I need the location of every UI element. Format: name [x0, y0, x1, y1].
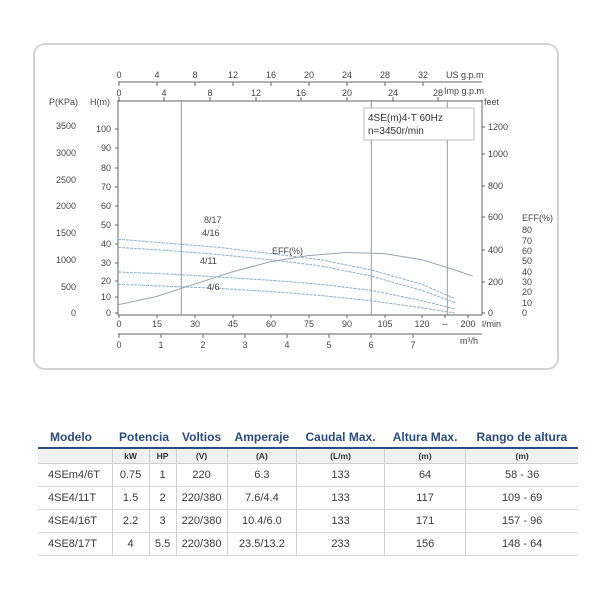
cell-flow: 133 [297, 510, 385, 533]
unit-m-max: (m) [384, 448, 465, 464]
unit-modelo [38, 448, 112, 464]
curve-4-11 [118, 272, 455, 309]
cell-volts: 220/380 [176, 510, 227, 533]
feet-tick-label: 200 [488, 277, 504, 287]
lpm-tick-label: 90 [341, 319, 353, 329]
table-row [38, 487, 578, 510]
table-row [38, 464, 578, 487]
unit-a: (A) [227, 448, 297, 464]
cell-kw: 0.75 [112, 464, 149, 487]
eff-tick-label: 70 [522, 236, 533, 246]
lpm-tick-label: 200 [460, 319, 476, 329]
us-gpm-tick-label: 12 [227, 70, 239, 80]
us-gpm-axis-label: US g.p.m [446, 70, 484, 80]
feet-tick-label: 400 [488, 245, 504, 255]
head-m-tick-label: 10 [100, 292, 111, 302]
eff-axis-label: EFF(%) [522, 213, 553, 223]
lpm-tick-label: 105 [377, 319, 393, 329]
cell-amps: 6.3 [227, 464, 297, 487]
m3h-tick-label: 0 [116, 340, 122, 350]
feet-tick-label: 800 [488, 181, 504, 191]
pressure-tick-label: 2500 [55, 175, 76, 185]
feet-tick-label: 600 [488, 212, 504, 222]
cell-hp: 2 [149, 487, 176, 510]
lpm-tick-label: -- [442, 319, 448, 329]
us-gpm-tick-label: 24 [341, 70, 353, 80]
head-m-tick-label: 0 [105, 308, 111, 318]
table-row [38, 533, 578, 556]
cell-model: 4SE8/17T [38, 533, 112, 556]
head-m-tick-label: 90 [100, 143, 111, 153]
m3h-tick-label: 1 [158, 340, 164, 350]
table-units-row [38, 448, 578, 464]
lpm-tick-label: 120 [414, 319, 430, 329]
pressure-tick-label: 500 [60, 282, 76, 292]
cell-flow: 133 [297, 487, 385, 510]
cell-head-range: 157 - 96 [466, 510, 578, 533]
us-gpm-tick-label: 8 [192, 70, 198, 80]
curve-label: 8/17 [204, 215, 222, 225]
eff-tick-label: 30 [522, 277, 533, 287]
head-m-tick-label: 80 [100, 163, 111, 173]
cell-head-max: 171 [384, 510, 465, 533]
us-gpm-tick-label: 28 [379, 70, 391, 80]
head-m-tick-label: 70 [100, 182, 111, 192]
m3h-tick-label: 2 [200, 340, 206, 350]
eff-tick-label: 10 [522, 298, 533, 308]
header-modelo: Modelo [50, 430, 92, 444]
header-potencia: Potencia [119, 430, 170, 444]
imp-gpm-tick-label: 8 [207, 88, 213, 98]
head-m-tick-label: 20 [100, 276, 111, 286]
pressure-axis-label: P(KPa) [49, 97, 79, 107]
curve-label: 4/11 [200, 256, 217, 266]
cell-kw: 1.5 [112, 487, 149, 510]
table-row [38, 510, 578, 533]
cell-amps: 7.6/4.4 [227, 487, 297, 510]
header-caudal-max: Caudal Max. [305, 430, 376, 444]
head-m-tick-label: 50 [100, 220, 111, 230]
chart-title-line: 4SE(m)4-T 60Hz [368, 113, 443, 124]
imp-gpm-tick-label: 16 [295, 88, 307, 98]
feet-axis-label: feet [484, 97, 500, 107]
us-gpm-tick-label: 20 [303, 70, 315, 80]
cell-flow: 233 [297, 533, 385, 556]
unit-kw: kW [112, 448, 149, 464]
curve-label: 4/6 [207, 282, 220, 292]
lpm-tick-label: 60 [265, 319, 277, 329]
cell-hp: 1 [149, 464, 176, 487]
cell-head-range: 148 - 64 [466, 533, 578, 556]
cell-hp: 5.5 [149, 533, 176, 556]
cell-volts: 220/380 [176, 533, 227, 556]
header-rango-altura: Rango de altura [476, 430, 568, 444]
us-gpm-tick-label: 16 [265, 70, 277, 80]
cell-head-max: 156 [384, 533, 465, 556]
imp-gpm-tick-label: 12 [250, 88, 262, 98]
pressure-tick-label: 3000 [55, 148, 76, 158]
cell-amps: 23.5/13.2 [227, 533, 297, 556]
us-gpm-tick-label: 32 [417, 70, 429, 80]
head-m-tick-label: 40 [100, 239, 111, 249]
cell-amps: 10.4/6.0 [227, 510, 297, 533]
m3h-tick-label: 7 [410, 340, 416, 350]
cell-head-range: 58 - 36 [466, 464, 578, 487]
feet-tick-label: 1200 [488, 122, 509, 132]
imp-gpm-tick-label: 28 [432, 88, 444, 98]
eff-tick-label: 60 [522, 246, 533, 256]
m3h-axis-label: m³/h [460, 336, 478, 346]
pressure-tick-label: 1500 [55, 228, 76, 238]
curve-label: 4/16 [202, 228, 220, 238]
cell-volts: 220 [176, 464, 227, 487]
feet-tick-label: 1000 [488, 149, 509, 159]
eff-tick-label: 20 [522, 287, 533, 297]
eff-tick-label: 40 [522, 267, 533, 277]
table-header-row [38, 428, 578, 448]
unit-v: (V) [176, 448, 227, 464]
header-voltios: Voltios [182, 430, 222, 444]
imp-gpm-tick-label: 20 [341, 88, 353, 98]
cell-model: 4SEm4/6T [38, 464, 112, 487]
cell-volts: 220/380 [176, 487, 227, 510]
eff-tick-label: 80 [522, 225, 533, 235]
lpm-tick-label: 30 [189, 319, 201, 329]
chart-subtitle-line: n=3450r/min [368, 126, 424, 137]
lpm-axis-label: l/min [482, 319, 502, 329]
feet-tick-label: 0 [488, 308, 494, 318]
cell-model: 4SE4/16T [38, 510, 112, 533]
m3h-tick-label: 6 [368, 340, 374, 350]
cell-kw: 2.2 [112, 510, 149, 533]
unit-lm: (L/m) [297, 448, 385, 464]
imp-gpm-tick-label: 0 [116, 88, 122, 98]
cell-kw: 4 [112, 533, 149, 556]
imp-gpm-tick-label: 24 [387, 88, 399, 98]
head-m-tick-label: 30 [100, 258, 111, 268]
curve-4-6 [118, 284, 455, 313]
cell-model: 4SE4/11T [38, 487, 112, 510]
lpm-tick-label: 75 [303, 319, 315, 329]
m3h-tick-label: 3 [242, 340, 248, 350]
lpm-tick-label: 45 [227, 319, 239, 329]
eff-tick-label: 0 [522, 308, 528, 318]
cell-head-range: 109 - 69 [466, 487, 578, 510]
lpm-tick-label: 15 [151, 319, 163, 329]
imp-gpm-tick-label: 4 [161, 88, 167, 98]
cell-head-max: 117 [384, 487, 465, 510]
pressure-tick-label: 2000 [55, 201, 76, 211]
cell-hp: 3 [149, 510, 176, 533]
head-m-tick-label: 100 [95, 124, 111, 134]
cell-flow: 133 [297, 464, 385, 487]
m3h-tick-label: 5 [326, 340, 332, 350]
header-amperaje: Amperaje [234, 430, 290, 444]
eff-tick-label: 50 [522, 256, 533, 266]
curve-label: EFF(%) [272, 246, 303, 256]
cell-head-max: 64 [384, 464, 465, 487]
us-gpm-tick-label: 0 [116, 70, 122, 80]
head-m-tick-label: 60 [100, 201, 111, 211]
head-m-axis-label: H(m) [90, 97, 110, 107]
header-altura-max: Altura Max. [392, 430, 458, 444]
imp-gpm-axis-label: Imp g.p.m [444, 86, 485, 96]
us-gpm-tick-label: 4 [154, 70, 160, 80]
curve-EFF--- [118, 253, 473, 305]
m3h-tick-label: 4 [284, 340, 290, 350]
unit-m-range: (m) [466, 448, 578, 464]
pressure-tick-label: 0 [70, 308, 76, 318]
lpm-tick-label: 0 [116, 319, 122, 329]
pressure-tick-label: 1000 [55, 255, 76, 265]
unit-hp: HP [149, 448, 176, 464]
pressure-tick-label: 3500 [55, 121, 76, 131]
spec-table [38, 428, 578, 556]
